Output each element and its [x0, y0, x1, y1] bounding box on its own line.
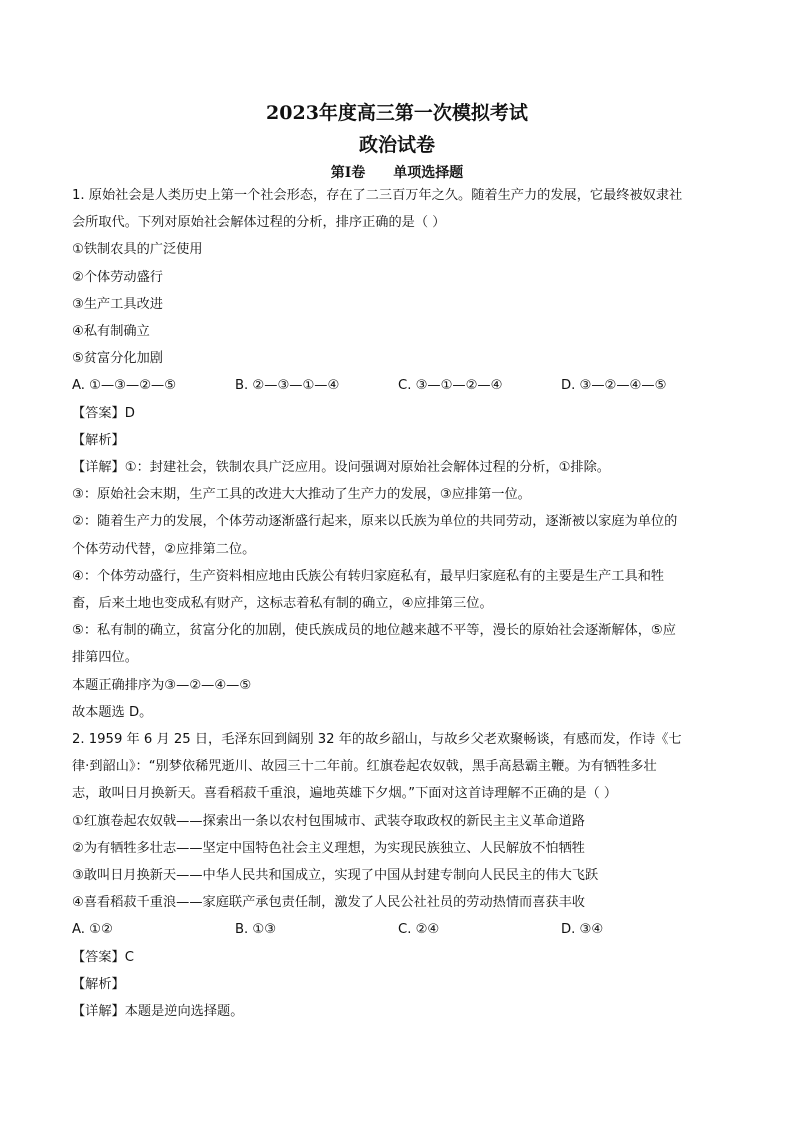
q2-item: ②为有牺牲多壮志——坚定中国特色社会主义理想，为实现民族独立、人民解放不怕牺牲	[72, 840, 585, 856]
q1-stem-line: 1. 原始社会是人类历史上第一个社会形态，存在了二三百万年之久。随着生产力的发展，它最终被奴隶社	[72, 188, 683, 203]
q2-item: ④喜看稻菽千重浪——家庭联产承包责任制，激发了人民公社社员的劳动热情而喜获丰收	[72, 895, 585, 911]
title-block	[0, 96, 794, 186]
q2-stem-line: 2. 1959 年 6 月 25 日，毛泽东回到阔别 32 年的故乡韶山，与故乡父老欢聚畅谈，有感而发，作诗《七	[72, 732, 682, 748]
q1-item: ②个体劳动盛行	[72, 269, 163, 285]
q1-option-a: A. ①—③—②—⑤	[72, 378, 177, 394]
q2-answer: 【答案】C	[72, 949, 134, 965]
q2-option-b: B. ①③	[235, 922, 277, 938]
q2-option-c: C. ②④	[398, 922, 440, 938]
q1-stem-line: 会所取代。下列对原始社会解体过程的分析，排序正确的是（ ）	[72, 215, 446, 231]
q2-option-a: A. ①②	[72, 922, 113, 938]
q1-analysis-line: ④：个体劳动盛行，生产资料相应地由氏族公有转归家庭私有，最早归家庭私有的主要是生产工具和牲	[72, 568, 665, 584]
q1-analysis-line: 排第四位。	[72, 650, 138, 666]
q1-item: ④私有制确立	[72, 324, 150, 340]
q1-item: ⑤贫富分化加剧	[72, 351, 163, 367]
q2-item: ①红旗卷起农奴戟——探索出一条以农村包围城市、武装夺取政权的新民主主义革命道路	[72, 813, 585, 829]
q1-analysis-line: ③：原始社会末期，生产工具的改进大大推动了生产力的发展，③应排第一位。	[72, 487, 531, 503]
exam-title: 2023年度高三第一次模拟考试	[266, 102, 528, 124]
q1-answer: 【答案】D	[72, 405, 135, 421]
q1-analysis-line: 故本题选 D。	[72, 704, 153, 720]
section-label: 第Ⅰ卷	[330, 165, 366, 181]
q1-analysis-line: 【详解】①：封建社会，铁制农具广泛应用。设问强调对原始社会解体过程的分析，①排除。	[72, 460, 610, 476]
q1-analysis-line: ⑤：私有制的确立，贫富分化的加剧，使氏族成员的地位越来越不平等，漫长的原始社会逐渐解体，⑤应	[72, 623, 676, 639]
q2-analysis-label: 【解析】	[72, 976, 125, 992]
q1-analysis-line: 本题正确排序为③—②—④—⑤	[72, 677, 252, 693]
q2-stem-line: 律·到韶山》：“别梦依稀咒逝川、故园三十二年前。红旗卷起农奴戟，黑手高悬霸主鞭。为有牺牲多壮	[72, 759, 657, 775]
q2-detail: 【详解】本题是逆向选择题。	[72, 1004, 244, 1020]
q2-stem-line: 志，敢叫日月换新天。喜看稻菽千重浪，遍地英雄下夕烟。”下面对这首诗理解不正确的是（ ）	[72, 786, 618, 802]
question-content	[72, 182, 724, 1025]
subject-title: 政治试卷	[358, 134, 435, 156]
q1-option-c: C. ③—①—②—④	[398, 378, 503, 394]
q1-analysis-label: 【解析】	[72, 432, 125, 448]
q2-item: ③敢叫日月换新天——中华人民共和国成立，实现了中国从封建专制向人民民主的伟大飞跃	[72, 868, 599, 884]
q1-option-b: B. ②—③—①—④	[235, 378, 340, 394]
q1-item: ③生产工具改进	[72, 296, 163, 312]
q1-options	[72, 372, 724, 399]
section-name: 单项选择题	[393, 165, 464, 181]
q1-analysis-line: ②：随着生产力的发展，个体劳动逐渐盛行起来，原来以氏族为单位的共同劳动，逐渐被以家庭为单位的	[72, 514, 678, 530]
q1-item: ①铁制农具的广泛使用	[72, 242, 203, 258]
q2-option-d: D. ③④	[561, 922, 604, 938]
q2-options	[72, 916, 724, 943]
q1-analysis-line: 畜，后来土地也变成私有财产，这标志着私有制的确立，④应排第三位。	[72, 596, 493, 612]
q1-analysis-line: 个体劳动代替，②应排第二位。	[72, 541, 256, 557]
q1-option-d: D. ③—②—④—⑤	[561, 378, 667, 394]
